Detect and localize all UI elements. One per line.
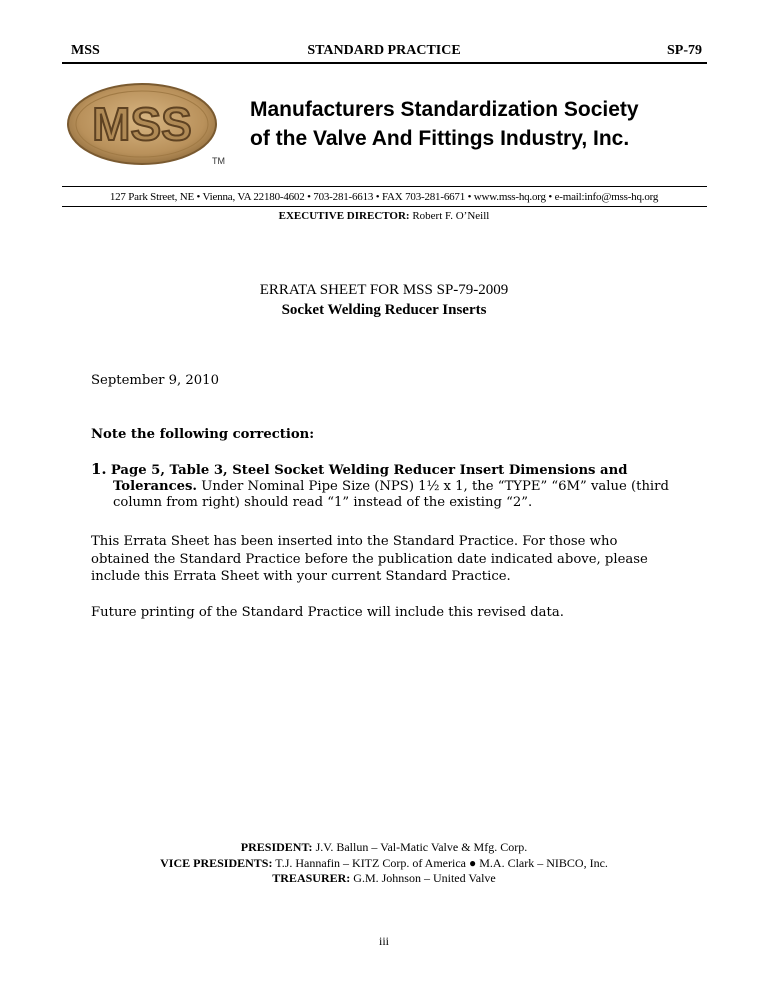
mss-logo — [66, 82, 230, 168]
correction-bold-line1: Page 5, Table 3, Steel Socket Welding Reducer Insert Dimensions and — [110, 463, 628, 478]
org-name-line1: Manufacturers Standardization Society — [250, 98, 639, 121]
address-line: 127 Park Street, NE • Vienna, VA 22180-4602 • 703-281-6613 • FAX 703-281-6671 • www.mss-hq.org • e-mail:info@mss-hq.org — [109, 191, 659, 203]
header-right: SP-79 — [667, 43, 702, 58]
correction-line2 — [91, 479, 711, 495]
executive-name: Robert F. O’Neill — [412, 210, 490, 222]
paragraph-insertion — [91, 533, 711, 586]
footer-vice-presidents — [0, 856, 768, 871]
errata-title: ERRATA SHEET FOR MSS SP-79-2009 — [259, 282, 509, 298]
treasurer-label: TREASURER: — [272, 871, 351, 885]
header-rule — [62, 62, 707, 64]
vp-label: VICE PRESIDENTS: — [160, 856, 273, 870]
correction-bold-line2: Tolerances. — [113, 479, 198, 494]
org-name-line2: of the Valve And Fittings Industry, Inc. — [250, 127, 630, 150]
note-heading: Note the following correction: — [91, 427, 315, 442]
logo-text: MSS — [92, 98, 192, 150]
paragraph-insertion-line2: obtained the Standard Practice before the publication date indicated above, please — [91, 551, 648, 567]
errata-subtitle: Socket Welding Reducer Inserts — [281, 302, 487, 318]
executive-label: EXECUTIVE DIRECTOR: — [278, 210, 410, 222]
mss-logo-graphic — [66, 82, 230, 168]
executive-director — [0, 210, 768, 222]
header-center: STANDARD PRACTICE — [307, 43, 461, 58]
header-left: MSS — [71, 43, 100, 58]
paragraph-insertion-line1: This Errata Sheet has been inserted into the Standard Practice. For those who — [91, 534, 618, 549]
treasurer-name: G.M. Johnson – United Valve — [353, 871, 496, 885]
page-number: iii — [378, 934, 389, 948]
president-label: PRESIDENT: — [240, 840, 313, 854]
vp-names: T.J. Hannafin – KITZ Corp. of America ● M.A. Clark – NIBCO, Inc. — [275, 856, 608, 870]
president-name: J.V. Ballun – Val-Matic Valve & Mfg. Corp. — [315, 840, 528, 854]
correction-text-line2: Under Nominal Pipe Size (NPS) 1½ x 1, the “TYPE” “6M” value (third — [197, 479, 669, 494]
document-date: September 9, 2010 — [91, 373, 219, 388]
correction-line1 — [91, 461, 711, 479]
footer-treasurer — [0, 871, 768, 886]
paragraph-insertion-line3: include this Errata Sheet with your current Standard Practice. — [91, 569, 511, 584]
paragraph-future-printing: Future printing of the Standard Practice will include this revised data. — [91, 605, 564, 620]
address-bottom-rule — [62, 206, 707, 207]
logo-tm: TM — [212, 156, 225, 166]
footer-president — [0, 840, 768, 855]
correction-line3: column from right) should read “1” instead of the existing “2”. — [113, 495, 533, 510]
correction-item — [91, 461, 711, 511]
correction-number: 1. — [91, 460, 107, 478]
address-top-rule — [62, 186, 707, 187]
